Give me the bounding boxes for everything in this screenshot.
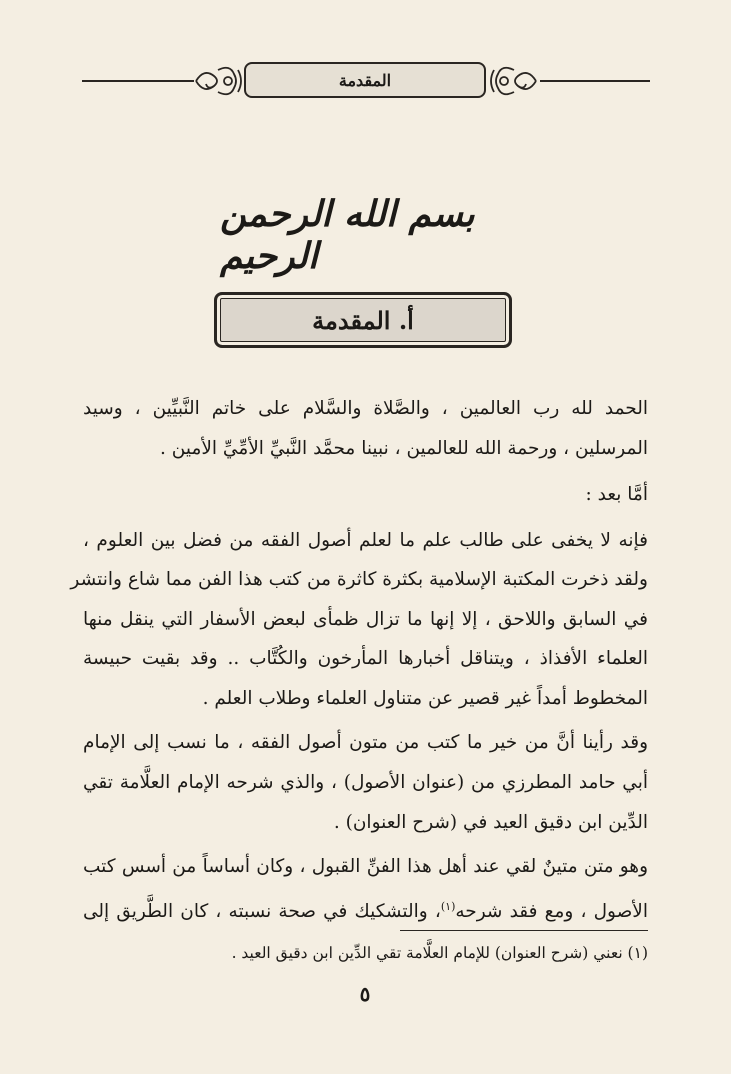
footnote: (١) نعني (شرح العنوان) للإمام العلَّامة تقي الدِّين ابن دقيق العيد .	[231, 944, 648, 962]
text-line: المرسلين ، ورحمة الله للعالمين ، نبينا محمَّد النَّبيِّ الأمِّيِّ الأمين .	[160, 438, 648, 459]
text-line: وقد رأينا أنَّ من خير ما كتب من متون أصول الفقه ، ما نسب إلى الإمام	[83, 732, 648, 753]
text-line: الحمد لله رب العالمين ، والصَّلاة والسَّلام على خاتم النَّبيِّين ، وسيد	[83, 398, 648, 419]
basmala-calligraphy: بسم الله الرحمن الرحيم	[220, 193, 475, 277]
flourish-ornament-icon	[488, 64, 538, 98]
section-heading: أ. المقدمة	[214, 292, 512, 348]
text-line	[83, 890, 648, 924]
text-line: فإنه لا يخفى على طالب علم ما لعلم أصول الفقه من فضل بين العلوم ،	[83, 530, 648, 551]
text-line: المخطوط أمداً غير قصير عن متناول العلماء وطلاب العلم .	[202, 688, 648, 709]
flourish-ornament-icon	[194, 64, 244, 98]
text-line: أمَّا بعد :	[585, 484, 648, 505]
text-segment: الأصول ، ومع فقد شرحه	[455, 901, 648, 923]
text-line: أبي حامد المطرزي من (عنوان الأصول) ، والذي شرحه الإمام العلَّامة تقي	[83, 772, 648, 793]
page-number: ٥	[359, 982, 371, 1006]
text-segment: ، والتشكيك في صحة نسبته ، كان الطَّريق إلى	[83, 901, 441, 923]
text-line: العلماء الأفذاذ ، ويتناقل أخبارها المأرخون والكُتَّاب .. وقد بقيت حبيسة	[83, 648, 648, 669]
header-rule-right	[540, 80, 650, 82]
running-header-title: المقدمة	[244, 62, 486, 98]
footnote-marker: (١)	[440, 900, 456, 913]
text-line: في السابق واللاحق ، إلا إنها ما تزال ظمأى لبعض الأسفار التي ينقل منها	[83, 609, 648, 630]
text-line: ولقد ذخرت المكتبة الإسلامية بكثرة كاثرة من كتب هذا الفن مما شاع وانتشر	[70, 569, 648, 590]
footnote-rule	[400, 930, 648, 931]
text-line: الدِّين ابن دقيق العيد في (شرح العنوان) .	[333, 812, 648, 833]
header-rule-left	[82, 80, 194, 82]
text-line: وهو متن متينٌ لقي عند أهل هذا الفنِّ القبول ، وكان أساساً من أسس كتب	[83, 856, 648, 877]
